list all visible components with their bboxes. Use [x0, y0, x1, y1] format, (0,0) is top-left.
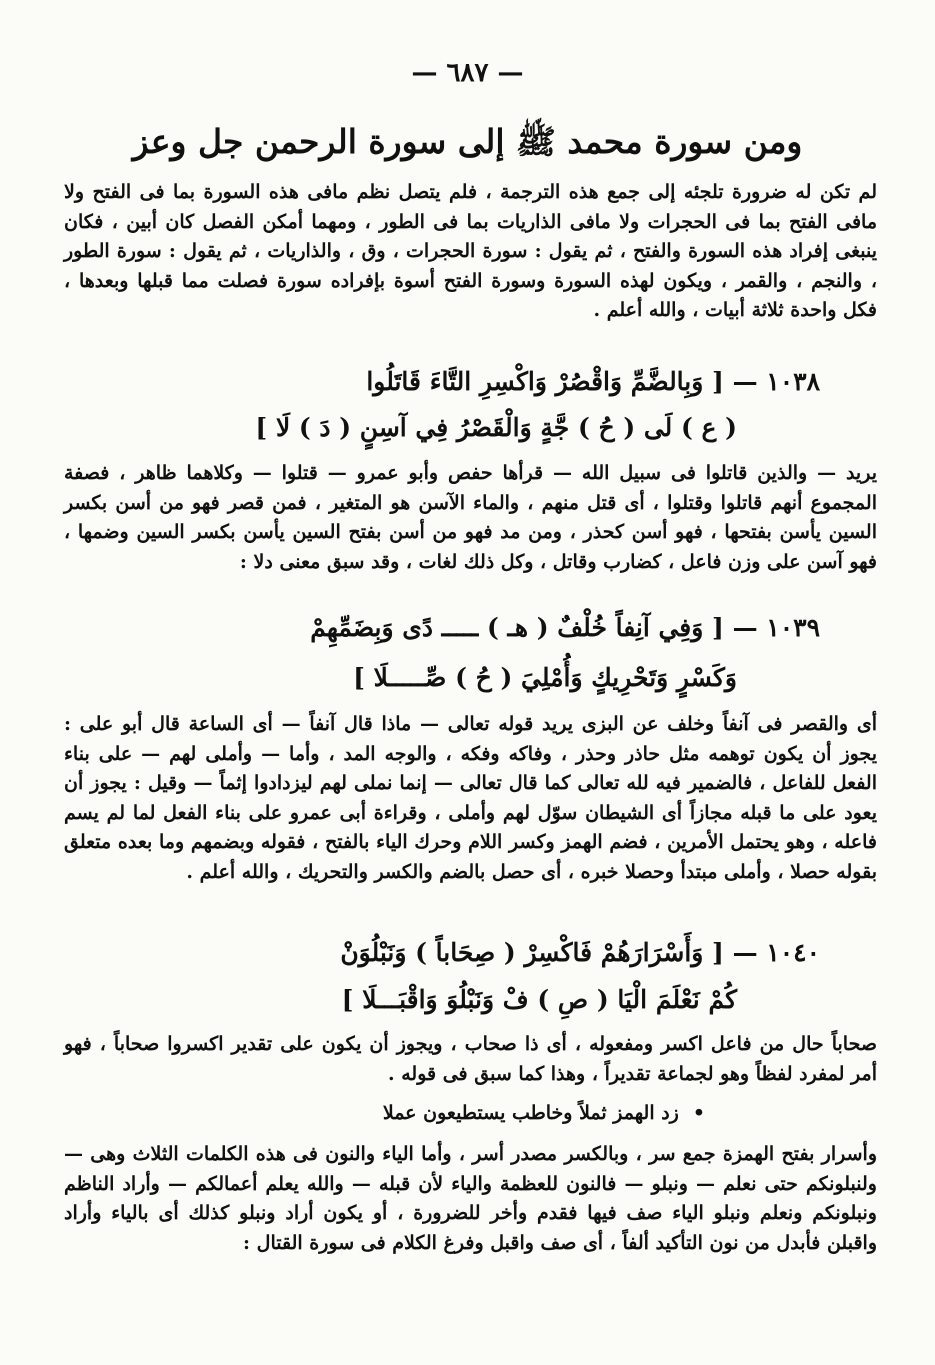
commentary-1038: يريد — والذين قاتلوا فى سبيل الله — قرأها حفص وأبو عمرو — قتلوا — وكلاهما ظاهر ، فصفة المجموع أنهم قاتلوا وقتلوا ، أى قتل منهم ، والماء الآسن هو المتغير ، فمن قصر فهو من أسن بكسر السين يأسن بفتحها ، فهو أسن كحذر ، ومن مد فهو من أسن بفتح السين يأسن بكسر السين وضمها ، فهو آسن على وزن فاعل ، كضارب وقاتل ، وكل ذلك لغات ، وقد سبق معنى دلا : — [64, 462, 877, 573]
verse-1040-line1: ١٠٤٠ — [ وَأَسْرَارَهُمْ فَاكْسِرْ ( صِحَاباً ) وَنَبْلُوَنْ — [340, 938, 820, 967]
commentary-1039: أى والقصر فى آنفاً وخلف عن البزى يريد قوله تعالى — ماذا قال آنفاً — أى الساعة قال أبو على : يجوز أن يكون توهمه مثل حاذر وحذر ، وفاكه وفكه ، والوجه المد ، وأما — وأملى لهم — على بناء الفعل للفاعل ، فالضمير فيه لله تعالى كما قال تعالى — إنما نملى لهم ليزدادوا إثماً — وقيل : يجوز أن يعود على ما قبله مجازاً أى الشيطان سوّل لهم وأملى ، وقراءة أبى عمرو على بناء الفعل لما لم يسم فاعله ، وهو يحتمل الأمرين ، فضم الهمز وكسر اللام وحرك الياء بالفتح ، فقوله وبضمهم وما بعده متعلق بقوله حصلا ، وأملى مبتدأ وحصلا خبره ، أى حصل بالضم والكسر والتحريك ، والله أعلم . — [64, 713, 877, 883]
verse-1040-line2: كُمْ نَعْلَمَ الْيَا ( صِ ) فْ وَنَبْلُوَ وَاقْبَـــلَا ] — [341, 985, 737, 1014]
commentary-1040: صحاباً حال من فاعل اكسر ومفعوله ، أى ذا صحاب ، ويجوز أن يكون على تقدير اكسروا صحاباً ، فهو أمر لمفرد لفظاً وهو لجماعة تقديراً ، وهذا كما سبق فى قوله . — [64, 1033, 877, 1085]
page-number: — ٦٨٧ — — [411, 58, 524, 88]
verse-1038-line1: ١٠٣٨ — [ وَبِالضَّمِّ وَاقْصُرْ وَاكْسِرِ التَّاءَ قَاتَلُوا — [366, 367, 820, 396]
verse-1038-line2: ( ع ) لَى ( حُ ) جَّةٍ وَالْقَصْرُ فِي آسِنٍ ( دَ ) لَا ] — [255, 413, 737, 442]
quoted-verse: زد الهمز ثملاً وخاطب يستطيعون عملا — [382, 1102, 679, 1124]
final-paragraph: وأسرار بفتح الهمزة جمع سر ، وبالكسر مصدر أسر ، وأما الياء والنون فى هذه الكلمات الثلاث وهى — ولنبلونكم حتى نعلم — ونبلو — فالنون للعظمة والياء لأن قبله — والله يعلم أعمالكم — وأراد الناظم ونبلونكم ونعلم ونبلو الياء صف فيها فقدم وأخر للضرورة ، أو يكون أراد ونبلو كذلك أى بالياء وأراد واقبلن فأبدل من نون التأكيد ألفاً ، أى صف واقبل وفرغ الكلام فى سورة القتال : — [64, 1143, 877, 1254]
bullet-dot-icon: • — [692, 1102, 705, 1124]
quoted-verse-line — [383, 1102, 705, 1124]
intro-paragraph: لم تكن له ضرورة تلجئه إلى جمع هذه الترجمة ، فلم يتصل نظم مافى هذه السورة بما فى الفتح ولا مافى الفتح بما فى الحجرات ولا مافى الذاريات بما فى الطور ، ومهما أمكن الفصل كان أبين ، فكان ينبغى إفراد هذه السورة والفتح ، ثم يقول : سورة الحجرات ، وق ، والذاريات ، ثم يقول : سورة الطور ، والنجم ، والقمر ، ويكون لهذه السورة وسورة الفتح أسوة بإفراده سورة فصلت مما قبلها وبعدها ، فكل واحدة ثلاثة أبيات ، والله أعلم . — [64, 181, 877, 321]
verse-1039-line1: ١٠٣٩ — [ وَفِي آنِفاً خُلْفٌ ( هـ ) ـــــ دًى وَبِضَمِّهِمْ — [310, 613, 820, 642]
chapter-heading: ومن سورة محمد ﷺ إلى سورة الرحمن جل وعز — [132, 122, 803, 161]
verse-1039-line2: وَكَسْرٍ وَتَحْرِيكٍ وَأُمْلِيَ ( حُ ) صِّـــــلَا ] — [353, 663, 737, 692]
